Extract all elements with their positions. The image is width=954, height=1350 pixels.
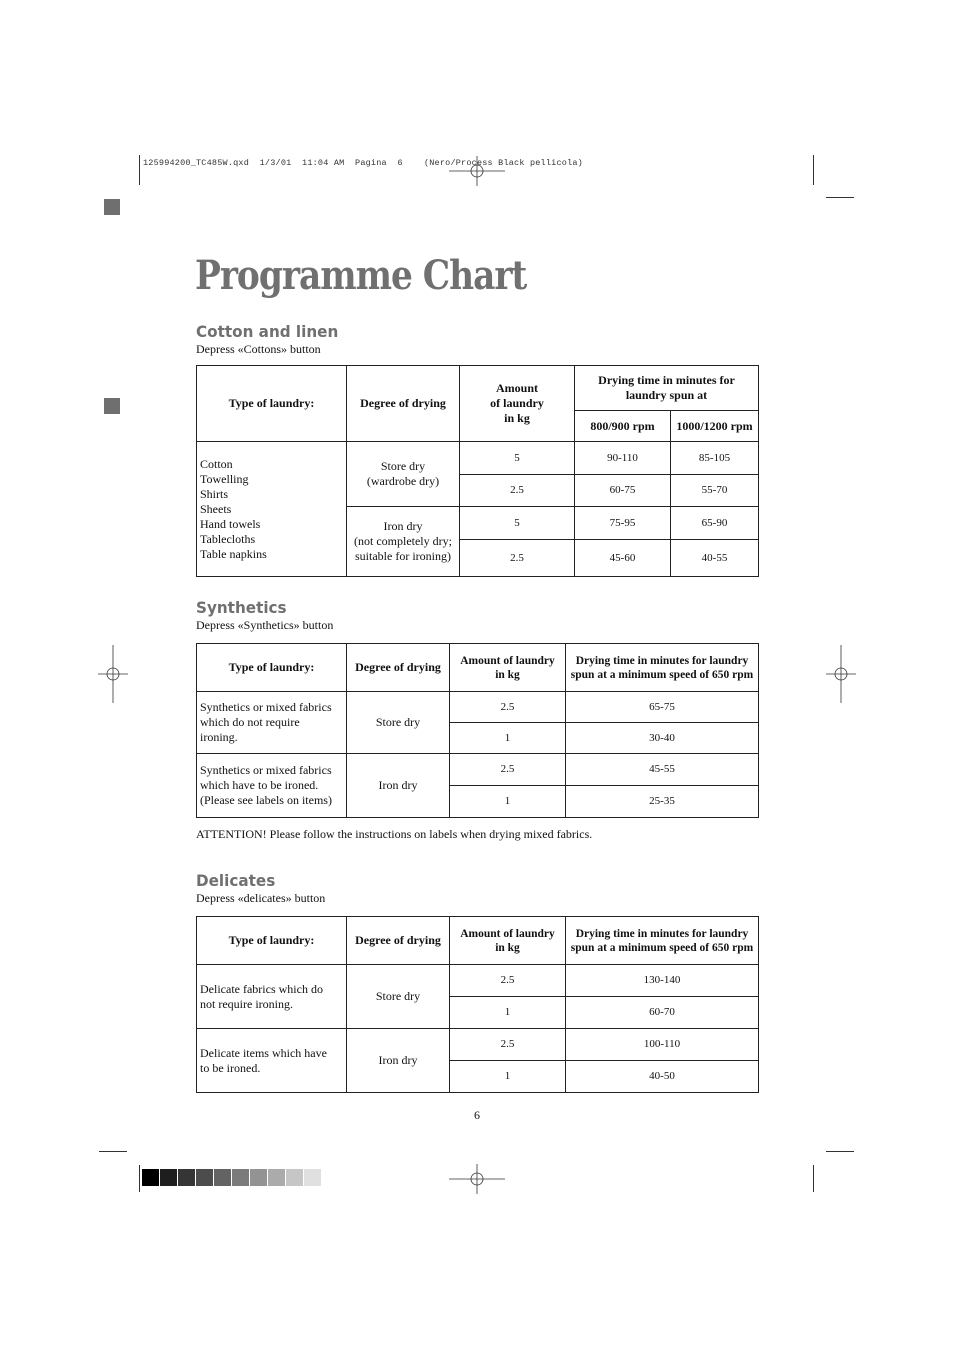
cotton-section-subtitle: Depress «Cottons» button [196,342,321,356]
gray-scale-swatch [142,1169,159,1186]
table-cell-type: Delicate items which have to be ironed. [197,1029,347,1093]
registration-mark-icon [449,1164,505,1194]
page-title: Programme Chart [195,252,527,299]
table-cell-amount: 1 [450,1061,566,1093]
gray-scale-swatch [304,1169,321,1186]
page-number: 6 [474,1108,480,1122]
table-cell-amount: 5 [460,442,575,475]
table-cell-time: 25-35 [566,786,759,818]
header-amount: Amount of laundry in kg [460,366,575,442]
delicates-table [196,916,759,1093]
gray-scale-swatch [178,1169,195,1186]
header-drying-time: Drying time in minutes for laundry spun at a minimum speed of 650 rpm [566,644,759,692]
gray-scale-swatch [232,1169,249,1186]
header-drying-time: Drying time in minutes for laundry spun at [575,366,759,411]
table-cell-time: 40-50 [566,1061,759,1093]
table-cell-degree: Iron dry [347,1029,450,1093]
crop-mark [826,197,854,198]
gray-scale-swatch [160,1169,177,1186]
table-cell-amount: 5 [460,507,575,540]
table-cell-time: 55-70 [671,475,759,507]
table-cell-amount: 2.5 [450,754,566,786]
degree-iron-dry: Iron dry (not completely dry; suitable for ironing) [347,507,460,577]
crop-mark [139,1165,140,1192]
table-cell-amount: 2.5 [450,692,566,723]
synthetics-section-subtitle: Depress «Synthetics» button [196,618,334,632]
table-cell-time: 75-95 [575,507,671,540]
header-degree: Degree of drying [347,917,450,965]
header-type: Type of laundry: [197,366,347,442]
table-cell-amount: 1 [450,997,566,1029]
table-cell-amount: 2.5 [460,475,575,507]
table-cell-type: Synthetics or mixed fabrics which do not require ironing. [197,692,347,754]
crop-mark [826,1151,854,1152]
table-cell-time: 60-75 [575,475,671,507]
registration-mark-icon [98,645,128,703]
gray-scale-swatch [196,1169,213,1186]
header-rpm-1000: 1000/1200 rpm [671,411,759,442]
registration-mark-icon [449,156,505,186]
table-cell-time: 65-90 [671,507,759,540]
delicates-section-title: Delicates [196,871,276,890]
header-degree: Degree of drying [347,366,460,442]
synthetics-table [196,643,759,818]
delicates-section-subtitle: Depress «delicates» button [196,891,326,905]
table-cell-time: 40-55 [671,540,759,577]
table-cell-time: 85-105 [671,442,759,475]
cotton-table [196,365,759,577]
printer-slug-line: 125994200_TC485W.qxd 1/3/01 11:04 AM Pagina 6 (Nero/Process Black pellicola) [143,158,583,168]
crop-mark [813,155,814,185]
table-cell-time: 45-55 [566,754,759,786]
table-cell-type: Synthetics or mixed fabrics which have to be ironed. (Please see labels on items) [197,754,347,818]
synthetics-section-title: Synthetics [196,598,287,617]
crop-mark [813,1165,814,1192]
header-amount: Amount of laundry in kg [450,917,566,965]
table-cell-time: 60-70 [566,997,759,1029]
gray-scale-swatch [250,1169,267,1186]
table-cell-time: 130-140 [566,965,759,997]
table-cell-amount: 1 [450,786,566,818]
table-cell-time: 65-75 [566,692,759,723]
header-rpm-800: 800/900 rpm [575,411,671,442]
crop-mark [139,155,140,185]
cotton-type-cell: Cotton Towelling Shirts Sheets Hand towels Tablecloths Table napkins [197,442,347,577]
header-degree: Degree of drying [347,644,450,692]
table-cell-time: 100-110 [566,1029,759,1061]
table-cell-time: 45-60 [575,540,671,577]
crop-mark [99,1151,127,1152]
table-cell-time: 30-40 [566,723,759,754]
header-type: Type of laundry: [197,917,347,965]
header-type: Type of laundry: [197,644,347,692]
attention-note: ATTENTION! Please follow the instructions on labels when drying mixed fabrics. [196,827,593,841]
table-cell-amount: 2.5 [450,965,566,997]
registration-mark-icon [826,645,856,703]
table-cell-degree: Store dry [347,692,450,754]
table-cell-time: 90-110 [575,442,671,475]
table-cell-amount: 2.5 [460,540,575,577]
cotton-section-title: Cotton and linen [196,322,339,341]
table-cell-type: Delicate fabrics which do not require ironing. [197,965,347,1029]
margin-square-marker [104,398,120,414]
table-cell-degree: Iron dry [347,754,450,818]
table-cell-degree: Store dry [347,965,450,1029]
header-amount: Amount of laundry in kg [450,644,566,692]
table-cell-amount: 1 [450,723,566,754]
gray-scale-swatch [214,1169,231,1186]
header-drying-time: Drying time in minutes for laundry spun at a minimum speed of 650 rpm [566,917,759,965]
margin-square-marker [104,199,120,215]
degree-store-dry: Store dry (wardrobe dry) [347,442,460,507]
gray-scale-swatch [268,1169,285,1186]
gray-scale-swatch [286,1169,303,1186]
table-cell-amount: 2.5 [450,1029,566,1061]
